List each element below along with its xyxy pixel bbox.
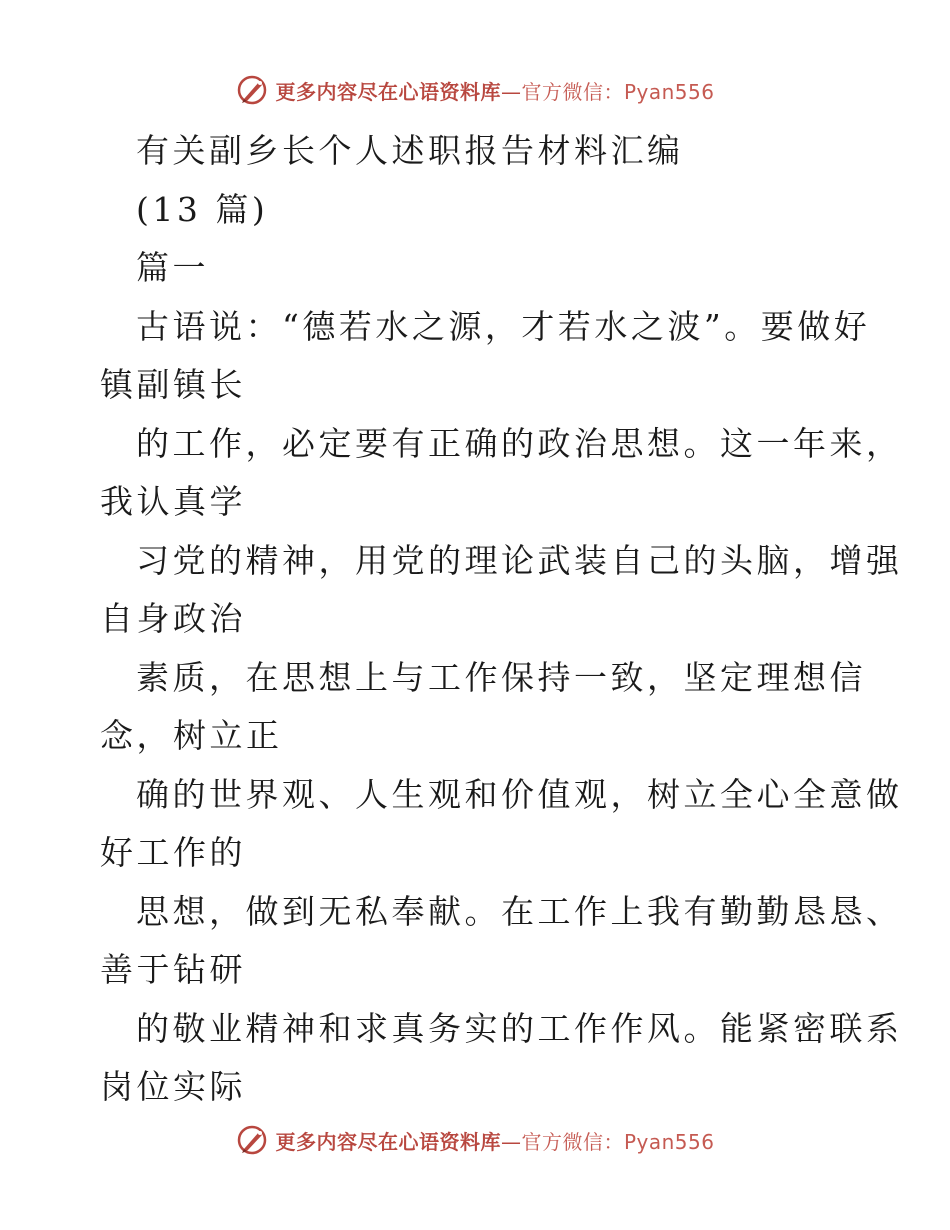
paragraph-line: 思想，做到无私奉献。在工作上我有勤勤恳恳、 xyxy=(136,891,903,931)
paragraph-line: 习党的精神，用党的理论武装自己的头脑，增强 xyxy=(136,540,903,580)
paragraph-line: 镇副镇长 xyxy=(100,365,246,404)
footer-contact: 官方微信：Pyan556 xyxy=(521,1129,715,1154)
header-banner-text xyxy=(275,76,714,105)
paragraph-line: 古语说：“德若水之源，才若水之波”。要做好 xyxy=(136,306,871,346)
header-banner xyxy=(0,70,950,110)
paragraph-line: 素质，在思想上与工作保持一致，坚定理想信 xyxy=(136,657,866,697)
header-brand: 更多内容尽在心语资料库 xyxy=(275,79,501,104)
footer-banner-text xyxy=(275,1126,714,1155)
paragraph-line: 我认真学 xyxy=(100,482,246,521)
paragraph-line: 善于钻研 xyxy=(100,950,246,989)
paragraph-line: 岗位实际 xyxy=(100,1067,246,1106)
footer-separator: — xyxy=(500,1129,522,1154)
document-title: 有关副乡长个人述职报告材料汇编 xyxy=(136,131,684,170)
paragraph-line: 的敬业精神和求真务实的工作作风。能紧密联系 xyxy=(136,1008,903,1048)
pen-logo-icon xyxy=(235,73,269,107)
section-heading: 篇一 xyxy=(136,248,209,287)
paragraph-line: 念，树立正 xyxy=(100,716,283,755)
document-body xyxy=(100,122,903,1117)
footer-banner-inner xyxy=(235,1123,714,1157)
header-contact: 官方微信：Pyan556 xyxy=(521,79,715,104)
paragraph-line: 确的世界观、人生观和价值观，树立全心全意做 xyxy=(136,774,903,814)
header-separator: — xyxy=(500,79,522,104)
footer-brand: 更多内容尽在心语资料库 xyxy=(275,1129,501,1154)
pen-logo-icon xyxy=(235,1123,269,1157)
paragraph-line: 好工作的 xyxy=(100,833,246,872)
paragraph-line: 的工作，必定要有正确的政治思想。这一年来， xyxy=(136,423,903,463)
paragraph-line: 自身政治 xyxy=(100,599,246,638)
footer-banner xyxy=(0,1120,950,1160)
document-subtitle: (13 篇) xyxy=(136,189,269,229)
paragraph-lines xyxy=(100,298,903,1117)
header-banner-inner xyxy=(235,73,714,107)
